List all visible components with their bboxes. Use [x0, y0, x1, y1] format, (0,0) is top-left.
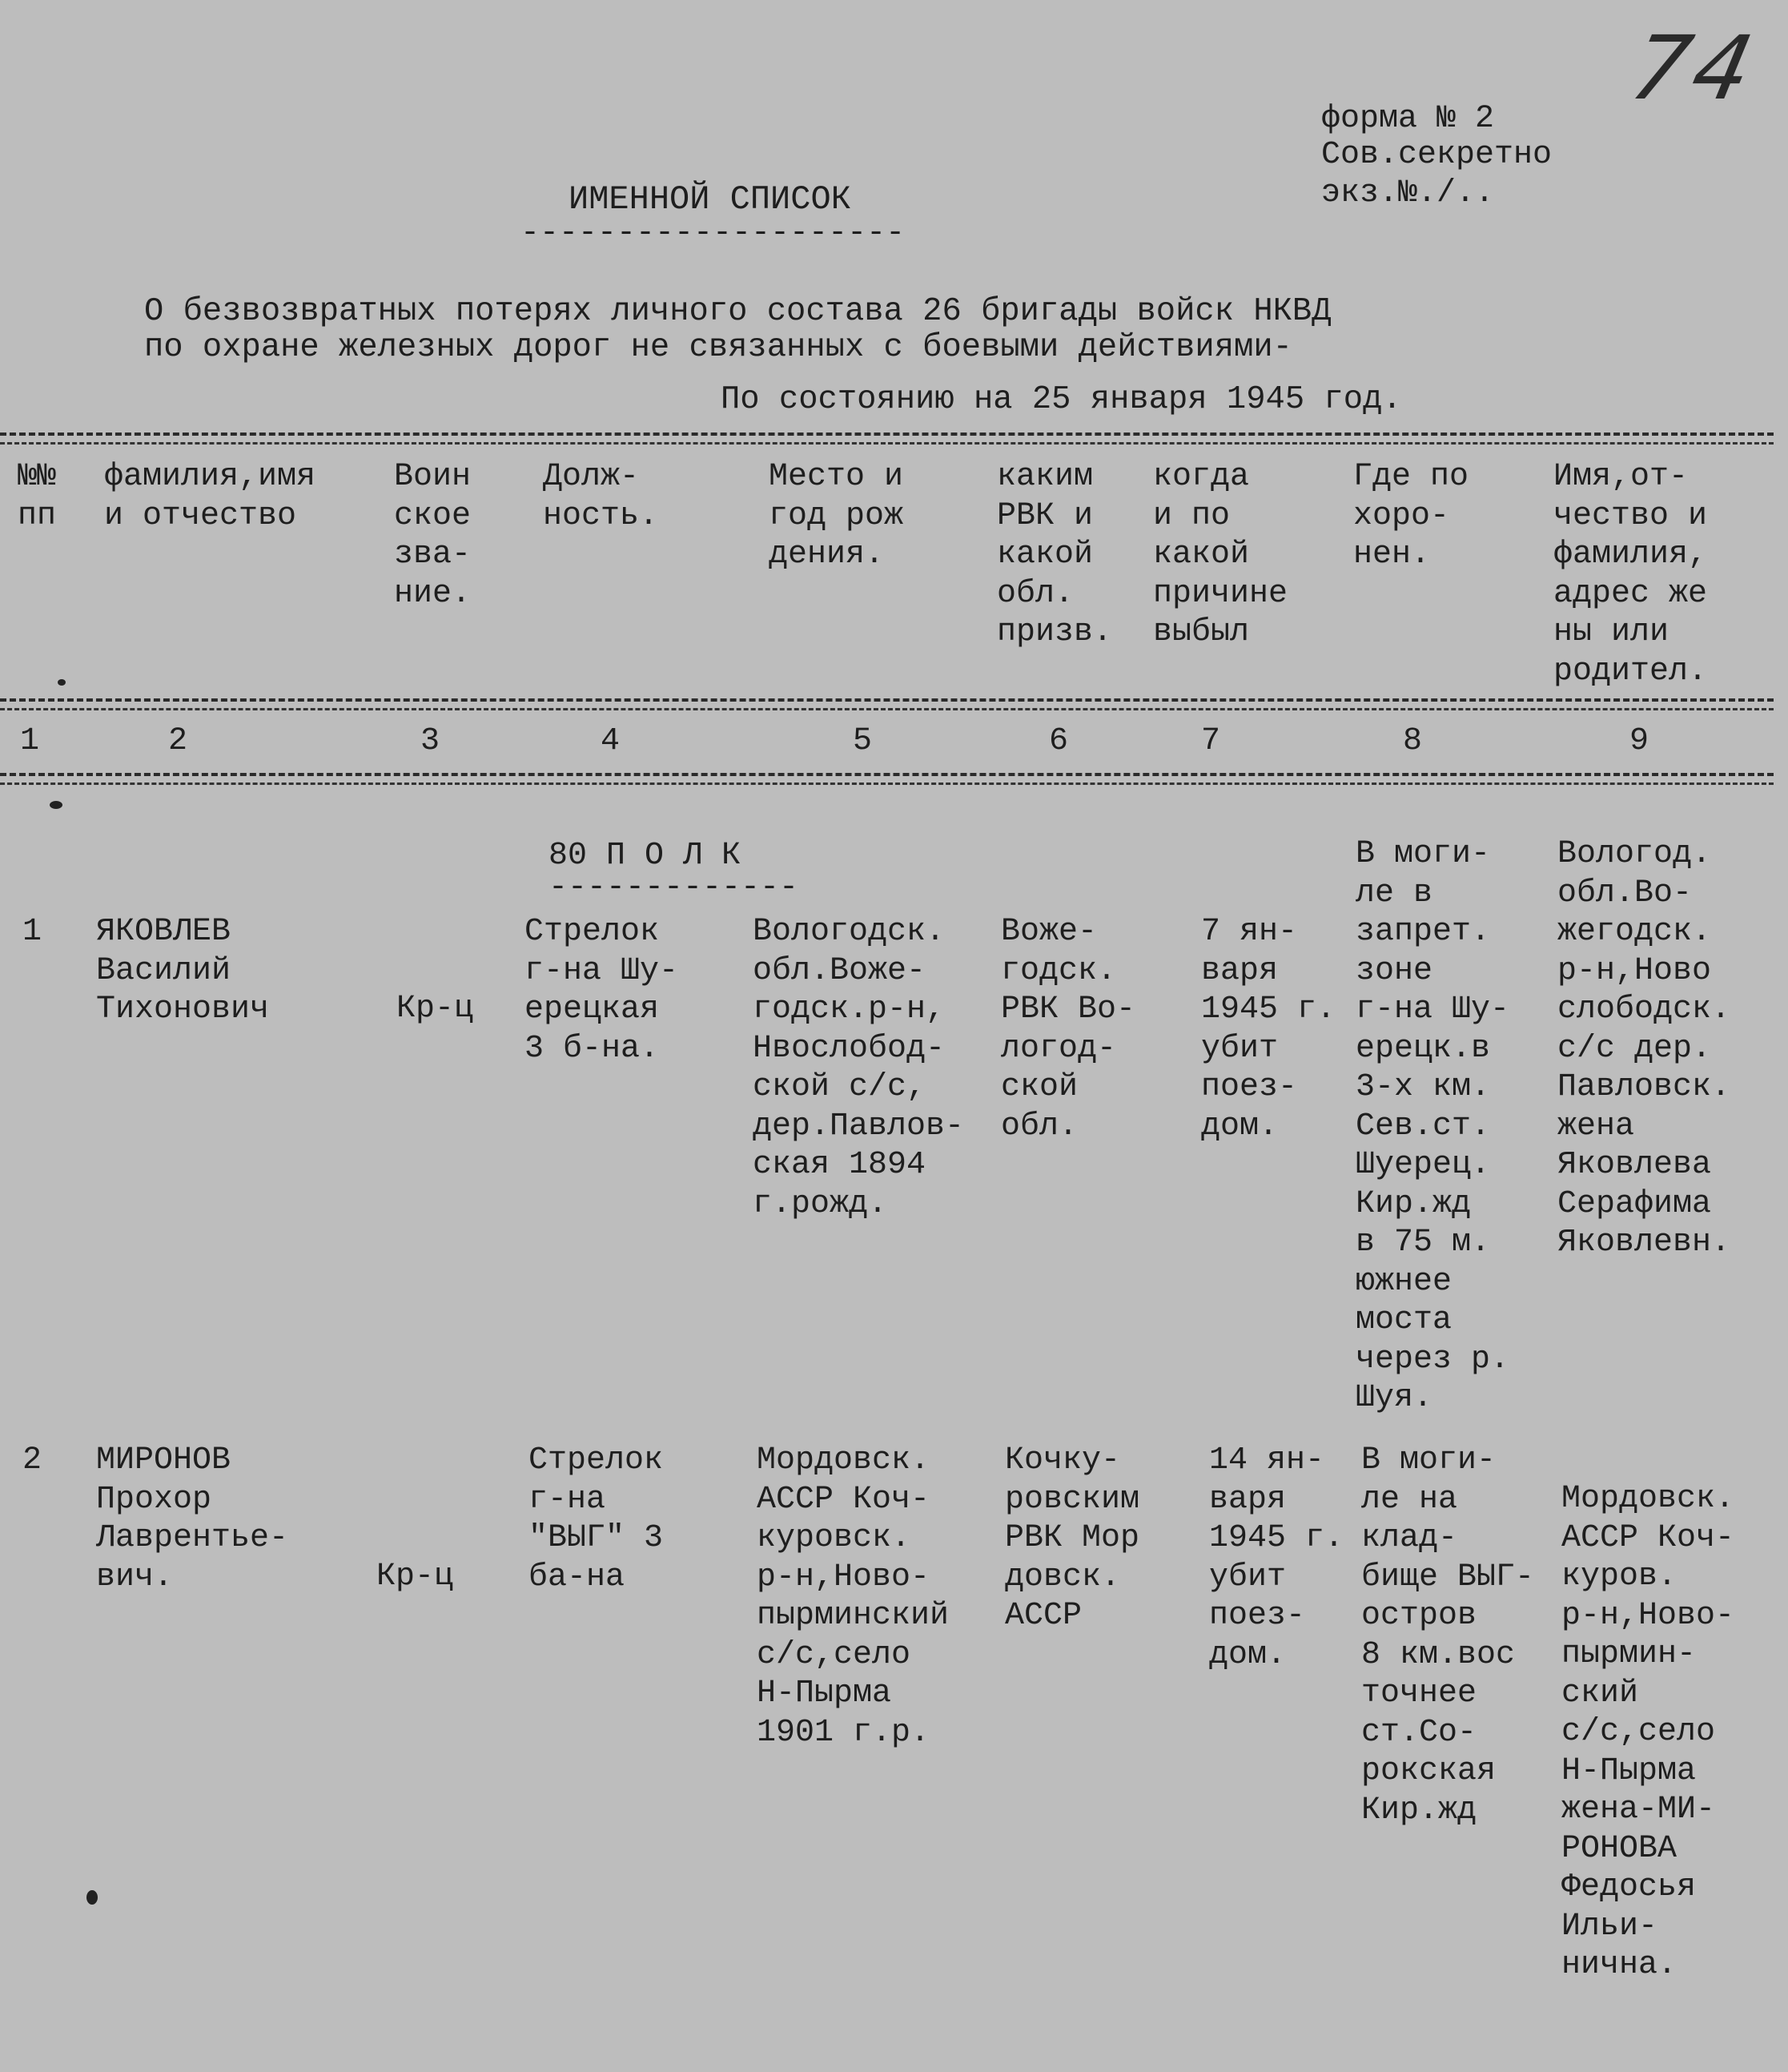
- form-number: форма № 2: [1321, 101, 1495, 137]
- ink-spot: [86, 1890, 98, 1905]
- header-birth: Место и год рож дения.: [769, 459, 904, 573]
- header-relatives: Имя,от- чество и фамилия, адрес же ны или родител.: [1553, 459, 1708, 690]
- numbers-bottom-rule-2: [0, 783, 1774, 785]
- table-top-rule-2: [0, 442, 1774, 445]
- header-bottom-rule: [0, 698, 1774, 702]
- row-2-when: 14 ян- варя 1945 г. убит поез- дом.: [1209, 1442, 1344, 1673]
- row-1-relatives: Вологод. обл.Во- жегодск. р-н,Ново слободск. с/с дер. Павловск. жена Яковлева Серафима Яковлевн.: [1557, 836, 1731, 1261]
- subtitle-line-2: по охране железных дорог не связанных с боевыми действиями-: [144, 329, 1292, 366]
- copy-number: экз.№./..: [1321, 175, 1495, 211]
- header-buried: Где по хоро- нен.: [1353, 459, 1469, 573]
- row-1-when: 7 ян- варя 1945 г. убит поез- дом.: [1201, 914, 1336, 1145]
- column-number-6: 6: [1049, 723, 1069, 759]
- column-number-1: 1: [20, 723, 40, 759]
- row-1-birth: Вологодск. обл.Воже- годск.р-н, Нвослобод- ской с/с, дер.Павлов- ская 1894 г.рожд.: [753, 914, 965, 1222]
- column-number-9: 9: [1629, 723, 1649, 759]
- header-position: Долж- ность.: [543, 459, 659, 534]
- row-1-rvk: Воже- годск. РВК Во- логод- ской обл.: [1001, 914, 1136, 1145]
- table-top-rule: [0, 433, 1774, 436]
- column-number-4: 4: [601, 723, 621, 759]
- document-title: ИМЕННОЙ СПИСОК: [569, 180, 851, 219]
- header-bottom-rule-2: [0, 708, 1774, 710]
- header-name: фамилия,имя и отчество: [104, 459, 316, 534]
- row-2-name: МИРОНОВ Прохор Лаврентье- вич.: [96, 1442, 289, 1595]
- row-1-buried: В моги- ле в запрет. зоне г-на Шу- ерецк.в 3-х км. Сев.ст. Шуерец. Кир.жд в 75 м. южнее моста через р. Шуя.: [1356, 836, 1510, 1416]
- row-2-rvk: Кочку- ровским РВК Мор довск. АССР: [1005, 1442, 1140, 1634]
- row-2-rank: Кр-ц: [376, 1559, 454, 1595]
- ink-spot: [50, 801, 62, 809]
- row-2-birth: Мордовск. АССР Коч- куровск. р-н,Ново- пырминский с/с,село Н-Пырма 1901 г.р.: [757, 1442, 950, 1751]
- title-underline: --------------------: [520, 215, 906, 251]
- column-number-3: 3: [420, 723, 440, 759]
- header-when: когда и по какой причине выбыл: [1153, 459, 1288, 650]
- row-1-rank: Кр-ц: [396, 991, 474, 1027]
- status-line: По состоянию на 25 января 1945 год.: [721, 381, 1402, 418]
- header-rank: Воин ское зва- ние.: [394, 459, 472, 612]
- column-number-5: 5: [853, 723, 873, 759]
- row-2-num: 2: [22, 1442, 42, 1479]
- column-number-2: 2: [168, 723, 188, 759]
- row-1-position: Стрелок г-на Шу- ерецкая 3 б-на.: [524, 914, 679, 1067]
- numbers-bottom-rule: [0, 773, 1774, 776]
- row-1-name: ЯКОВЛЕВ Василий Тихонович: [96, 914, 270, 1028]
- section-underline: -------------: [548, 870, 799, 906]
- header-num: №№ пп: [18, 459, 57, 534]
- row-2-position: Стрелок г-на "ВЫГ" 3 ба-на: [528, 1442, 664, 1595]
- row-2-relatives: Мордовск. АССР Коч- куров. р-н,Ново- пырмин- ский с/с,село Н-Пырма жена-МИ- РОНОВА Федосья Ильи- нична.: [1561, 1481, 1735, 1983]
- ink-spot: [58, 679, 66, 686]
- subtitle-line-1: О безвозвратных потерях личного состава 26 бригады войск НКВД: [144, 293, 1332, 330]
- header-rvk: каким РВК и какой обл. призв.: [997, 459, 1113, 650]
- row-1-num: 1: [22, 914, 42, 950]
- folio-number: 74: [1622, 17, 1766, 119]
- section-title: 80 П О Л К: [548, 838, 741, 874]
- column-number-8: 8: [1403, 723, 1423, 759]
- secrecy-stamp: Сов.секретно: [1321, 137, 1553, 173]
- column-number-7: 7: [1201, 723, 1221, 759]
- row-2-buried: В моги- ле на клад- бище ВЫГ- остров 8 км.вос точнее ст.Со- рокская Кир.жд: [1361, 1442, 1535, 1829]
